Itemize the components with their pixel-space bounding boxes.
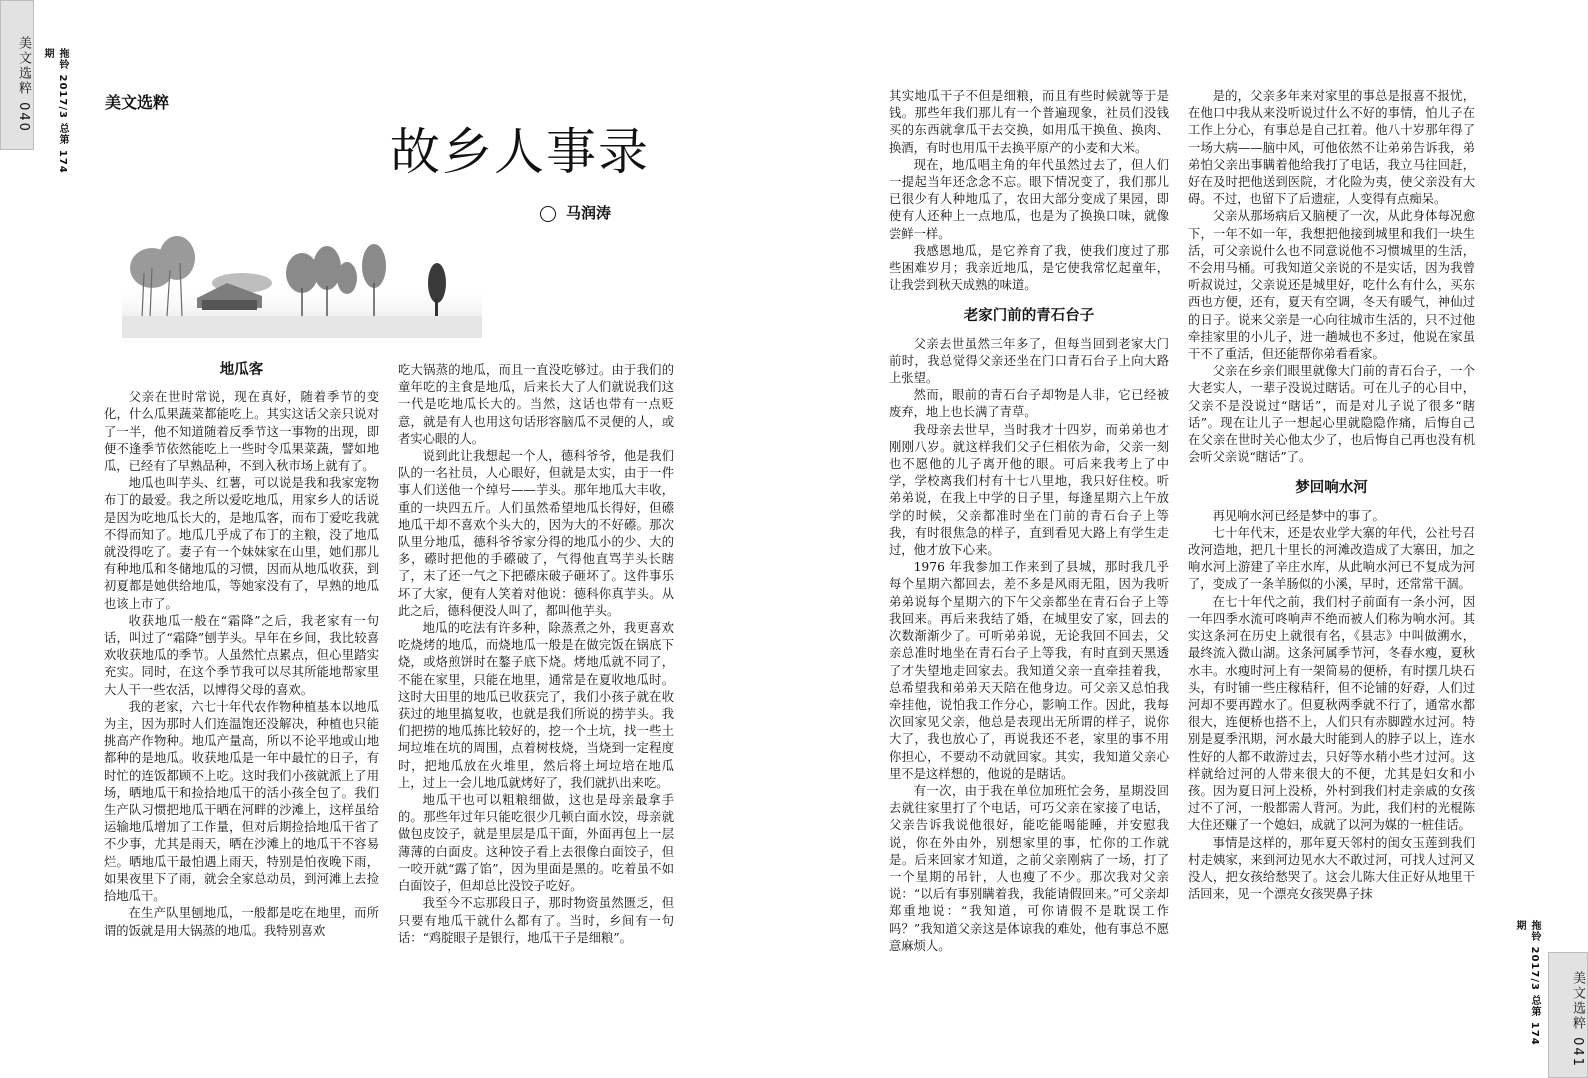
side-tab-right: 美文选粹 041 <box>1548 952 1588 1078</box>
paragraph: 收获地瓜一般在“霜降”之后，我老家有一句话，叫过了“霜降”刨芋头。早年在乡间，我比较喜欢收获地瓜的季节。人虽然忙点累点，但心里踏实充实。同时，在这个季节我可以尽其所能地帮家里大人干一些农活，以博得父母的喜欢。 <box>104 613 379 697</box>
right-page <box>794 0 1588 1078</box>
article-column-4 <box>1188 88 1475 903</box>
paragraph: 然而，眼前的青石台子却物是人非，它已经被废弃，地上也长满了青草。 <box>889 388 1169 420</box>
section-label: 美文选粹 <box>105 93 170 112</box>
paragraph: 再见响水河已经是梦中的事了。 <box>1212 508 1385 523</box>
paragraph: 七十年代末，还是农业学大寨的年代，公社号召改河造地，把几十里长的河滩改造成了大寨田，加之响水河上游建了辛庄水库，从此响水河已不复成为河了，变成了一条羊肠似的小溪，早时，还常常干涸。 <box>1188 525 1475 592</box>
section-heading-qingshi: 老家门前的青石台子 <box>963 308 1095 325</box>
paragraph: 说到此让我想起一个人，德科爷爷，他是我们队的一名社员，人心眼好，但就是太实，由于一件事人们送他一个绰号——芋头。那年地瓜大丰收，重的一块四五斤。人们虽然希望地瓜长得好，但礤地瓜干却不喜欢个头大的，因为大的不好礤。那次队里分地瓜，德科爷爷家分得的地瓜小的少、大的多，礤时把他的手礤破了，气得他直骂芋头长瞎了，末了还一气之下把礤床破子砸坏了。这件事乐坏了大家，便有人笑着对他说：德科你真芋头。从此之后，德科便没人叫了，都叫他芋头。 <box>398 449 674 618</box>
paragraph: 地瓜的吃法有许多种，除蒸煮之外，我更喜欢吃烧烤的地瓜，而烧地瓜一般是在做完饭在锅底下烧，或烙煎饼时在鏊子底下烧。烤地瓜就不同了，不能在家里，只能在地里，通常是在夏收地瓜时。这时大田里的地瓜已收获完了，我们小孩子就在收获过的地里搞复收，也就是我们所说的捞芋头。我们把捞的地瓜拣比较好的，挖一个土坑，找一些土坷垃堆在坑的周围，点着树枝烧，当烧到一定程度时，把地瓜放在火堆里，然后将土坷垃培在地瓜上，过上一会儿地瓜就烤好了，我们就扒出来吃。 <box>398 621 674 790</box>
paragraph: 父亲从那场病后又脑梗了一次，从此身体每况愈下，一年不如一年，我想把他接到城里和我们一块生活，可父亲说什么也不同意说他不习惯城里的生活，不会用马桶。可我知道父亲说的不是实话，因为我曾听叔说过，父亲说还是城里好，吃什么有什么，买东西也方便，还有，夏天有空调，冬天有暖气，神仙过的日子。说来父亲是一心向往城市生活的，只不过他牵挂家里的小儿子，进一趟城也不多过，他说在家虽干不了重活，但还能帮你弟看看家。 <box>1188 209 1475 362</box>
article-column-2 <box>398 362 674 947</box>
paragraph: 我母亲去世早，当时我才十四岁，而弟弟也才刚刚八岁。就这样我们父子仨相依为命，父亲一刻也不愿他的儿子离开他的眼。可后来我考上了中学，学校离我们村有十七八里地，我只好住校。听弟弟说，在我上中学的日子里，每逢星期六上午放学的时候，父亲都准时坐在门前的青石台子上等我，有时很焦急的样子，直到看见大路上有学生走过，他才放下心来。 <box>889 422 1169 558</box>
paragraph: 事情是这样的，那年夏天邻村的闺女玉莲到我们村走姨家，来到河边见水大不敢过河，可找人过河又没人，把女孩给愁哭了。这会儿陈大住正好从地里干活回来，见一个漂亮女孩哭鼻子抹 <box>1188 835 1475 902</box>
circle-icon <box>540 206 556 222</box>
paragraph: 父亲在乡亲们眼里就像大门前的青石台子，一个大老实人，一辈子没说过瞎话。可在儿子的心目中，父亲不是没说过“瞎话”，而是对儿子说了很多“瞎话”。现在让儿子一想起心里就隐隐作痛，后悔自己在父亲在世时关心他太少了，也后悔自己再也没有机会听父亲说“瞎话”了。 <box>1188 364 1475 465</box>
article-column-1 <box>104 362 379 940</box>
paragraph: 地瓜也叫芋头、红薯，可以说是我和我家宠物布丁的最爱。我之所以爱吃地瓜，用家乡人的话说是因为吃地瓜长大的，是地瓜客，而布丁爱吃我就不得而知了。地瓜几乎成了布丁的主粮，没了地瓜就没得吃了。妻子有一个妹妹家在山里，她们那儿有种地瓜和冬储地瓜的习惯，因而从地瓜收获，到初夏都是她供给地瓜，等她家没有了，早熟的地瓜也该上市了。 <box>104 476 379 611</box>
paragraph: 是的，父亲多年来对家里的事总是报喜不报忧，在他口中我从来没听说过什么不好的事情，怕儿子在工作上分心，有事总是自己扛着。他八十岁那年得了一场大病——脑中风，可他依然不让弟弟告诉我，弟弟怕父亲出事瞒着他给我打了电话，我立马往回赶，好在及时把他送到医院，才化险为夷，使父亲没有大碍。不过，也留下了后遗症，人变得有点痴呆。 <box>1188 89 1475 207</box>
paragraph: 我的老家，六七十年代农作物种植基本以地瓜为主，因为那时人们连温饱还没解决，种植也只能挑高产作物种。地瓜产量高，所以不论平地或山地都种的是地瓜。收获地瓜是一年中最忙的日子，有时忙的连饭都顾不上吃。这时我们小孩就派上了用场，晒地瓜干和捡拾地瓜干的活小孩全包了。我们生产队习惯把地瓜干晒在河畔的沙滩上，这样虽给运输地瓜增加了工作量，但对后期捡拾地瓜干省了不少事，尤其是雨天，晒在沙滩上的地瓜干不容易烂。晒地瓜干最怕遇上雨天，特别是怕夜晚下雨，如果夜里下了雨，就会全家总动员，到河滩上去捡拾地瓜干。 <box>104 699 379 904</box>
paragraph: 地瓜干也可以粗粮细做，这也是母亲最拿手的。那些年过年只能吃很少几顿白面水饺，母亲就做包皮饺子，就是里层是瓜干面，外面再包上一层薄薄的白面皮。这种饺子看上去很像白面饺子，但一咬开就“露了馅”，因为里面是黑的。吃着虽不如白面饺子，但却总比没饺子吃好。 <box>398 793 674 894</box>
section-heading-xiangshuihe: 梦回响水河 <box>1295 480 1368 497</box>
article-column-3 <box>889 88 1169 955</box>
paragraph: 在七十年代之前，我们村子前面有一条小河，因一年四季水流可咚响声不绝而被人们称为响水河。其实这条河在历史上就很有名，《县志》中叫做溯水，最终流入微山湖。这条河属季节河，冬春水瘦，夏秋水丰。水瘦时河上有一架简易的便桥，有时摆几块石头，有时铺一些庄稼秸秆，但不论铺的好孬，人们过河却不要再蹚水了。但夏秋两季就不行了，通常水都很大，连便桥也搭不上，人们只有赤脚蹚水过河。特别是夏季汛期，河水最大时能到人的脖子以上，连水性好的人都不敢游过去，只好等水稍小些才过河。这样就给过河的人带来很大的不便，尤其是妇女和小孩。因为夏日河上没桥，外村到我们村走亲戚的女孩过不了河，一般都需人背河。为此，我们村的光棍陈大住还赚了一个媳妇，成就了以河为媒的一桩佳话。 <box>1188 594 1475 833</box>
section-heading-digua: 地瓜客 <box>219 362 264 378</box>
issue-label-right: 拖铃 2017/3 总第 174 期 <box>1514 920 1540 1046</box>
issue-label-left: 拖铃 2017/3 总第 174 期 <box>42 48 68 174</box>
paragraph: 有一次，由于我在单位加班忙会务，星期没回去就往家里打了个电话，可巧父亲在家接了电话，父亲告诉我说他很好，能吃能喝能睡，并安慰我说，你在外由外，别想家里的事，忙你的工作就是。后来回家才知道，之前父亲刚病了一场，打了一个星期的吊针，人也瘦了不少。那次我对父亲说：“以后有事别瞒着我，我能请假回来。”可父亲却郑重地说：“我知道，可你请假不是耽误工作吗？”我知道父亲这是体谅我的难处，他有事总不愿意麻烦人。 <box>889 783 1169 953</box>
article-title: 故乡人事录 <box>390 123 650 181</box>
paragraph: 在生产队里刨地瓜，一般都是吃在地里，而所谓的饭就是用大锅蒸的地瓜。我特别喜欢 <box>104 906 379 938</box>
paragraph: 父亲去世虽然三年多了，但每当回到老家大门前时，我总觉得父亲还坐在门口青石台子上向大路上张望。 <box>889 336 1169 386</box>
landscape-illustration <box>122 228 482 338</box>
paragraph: 父亲在世时常说，现在真好，随着季节的变化，什么瓜果蔬菜都能吃上。其实这话父亲只说对了一半，他不知道随着反季节这一事物的出现，即便不逢季节依然能吃上一些时令瓜果菜蔬，譬如地瓜，已经有了早熟品种，不到入秋市场上就有了。 <box>104 390 379 474</box>
paragraph: 其实地瓜干子不但是细粮，而且有些时候就等于是钱。那些年我们那儿有一个普遍现象，社员们没钱买的东西就拿瓜干去交换，如用瓜干换鱼、换肉、换酒，有时也用瓜干去换平原产的小麦和大米。 <box>889 89 1169 155</box>
paragraph: 我至今不忘那段日子，那时物资虽然匮乏，但只要有地瓜干就什么都有了。当时，乡间有一句话：“鸡腚眼子是银行，地瓜干子是细粮”。 <box>398 896 674 945</box>
paragraph: 1976 年我参加工作来到了县城，那时我几乎每个星期六都回去，差不多是风雨无阻，因为我听弟弟说每个星期六的下午父亲都坐在青石台子上等我回来。再后来我结了婚，在城里安了家，回去的次数渐渐少了。可听弟弟说，无论我回不回去，父亲总准时地坐在青石台子上等我，有时直到天黑透了才失望地走回家去。我知道父亲一直牵挂着我，总希望我和弟弟天天陪在他身边。可父亲又总怕我牵挂他，说怕我工作分心，影响工作。因此，我每次回家见父亲，他总是表现出无所谓的样子，说你大了，我也放心了，再说我还不老，家里的事不用你担心，不要动不动就回家。其实，我知道父亲心里不是这样想的，他说的是瞎话。 <box>889 560 1169 781</box>
side-tab-left: 美文选粹 040 <box>0 0 34 150</box>
paragraph: 现在，地瓜唱主角的年代虽然过去了，但人们一提起当年还念念不忘。眼下情况变了，我们那儿已很少有人种地瓜了，农田大部分变成了果园，即使有人还种上一点地瓜，也是为了换换口味，就像尝鲜一样。 <box>889 157 1169 241</box>
author-name: 马润涛 <box>566 204 612 222</box>
paragraph: 我感恩地瓜，是它养育了我，使我们度过了那些困难岁月；我亲近地瓜，是它使我常忆起童年，让我尝到秋天成熟的味道。 <box>889 243 1169 293</box>
author-byline <box>540 202 611 223</box>
paragraph: 吃大锅蒸的地瓜，而且一直没吃够过。由于我们的童年吃的主食是地瓜，后来长大了人们就说我们这一代是吃地瓜长大的。当然，这话也带有一点贬意，就是有人也用这句话形容脑瓜不灵便的人，或者实心眼的人。 <box>398 363 674 446</box>
